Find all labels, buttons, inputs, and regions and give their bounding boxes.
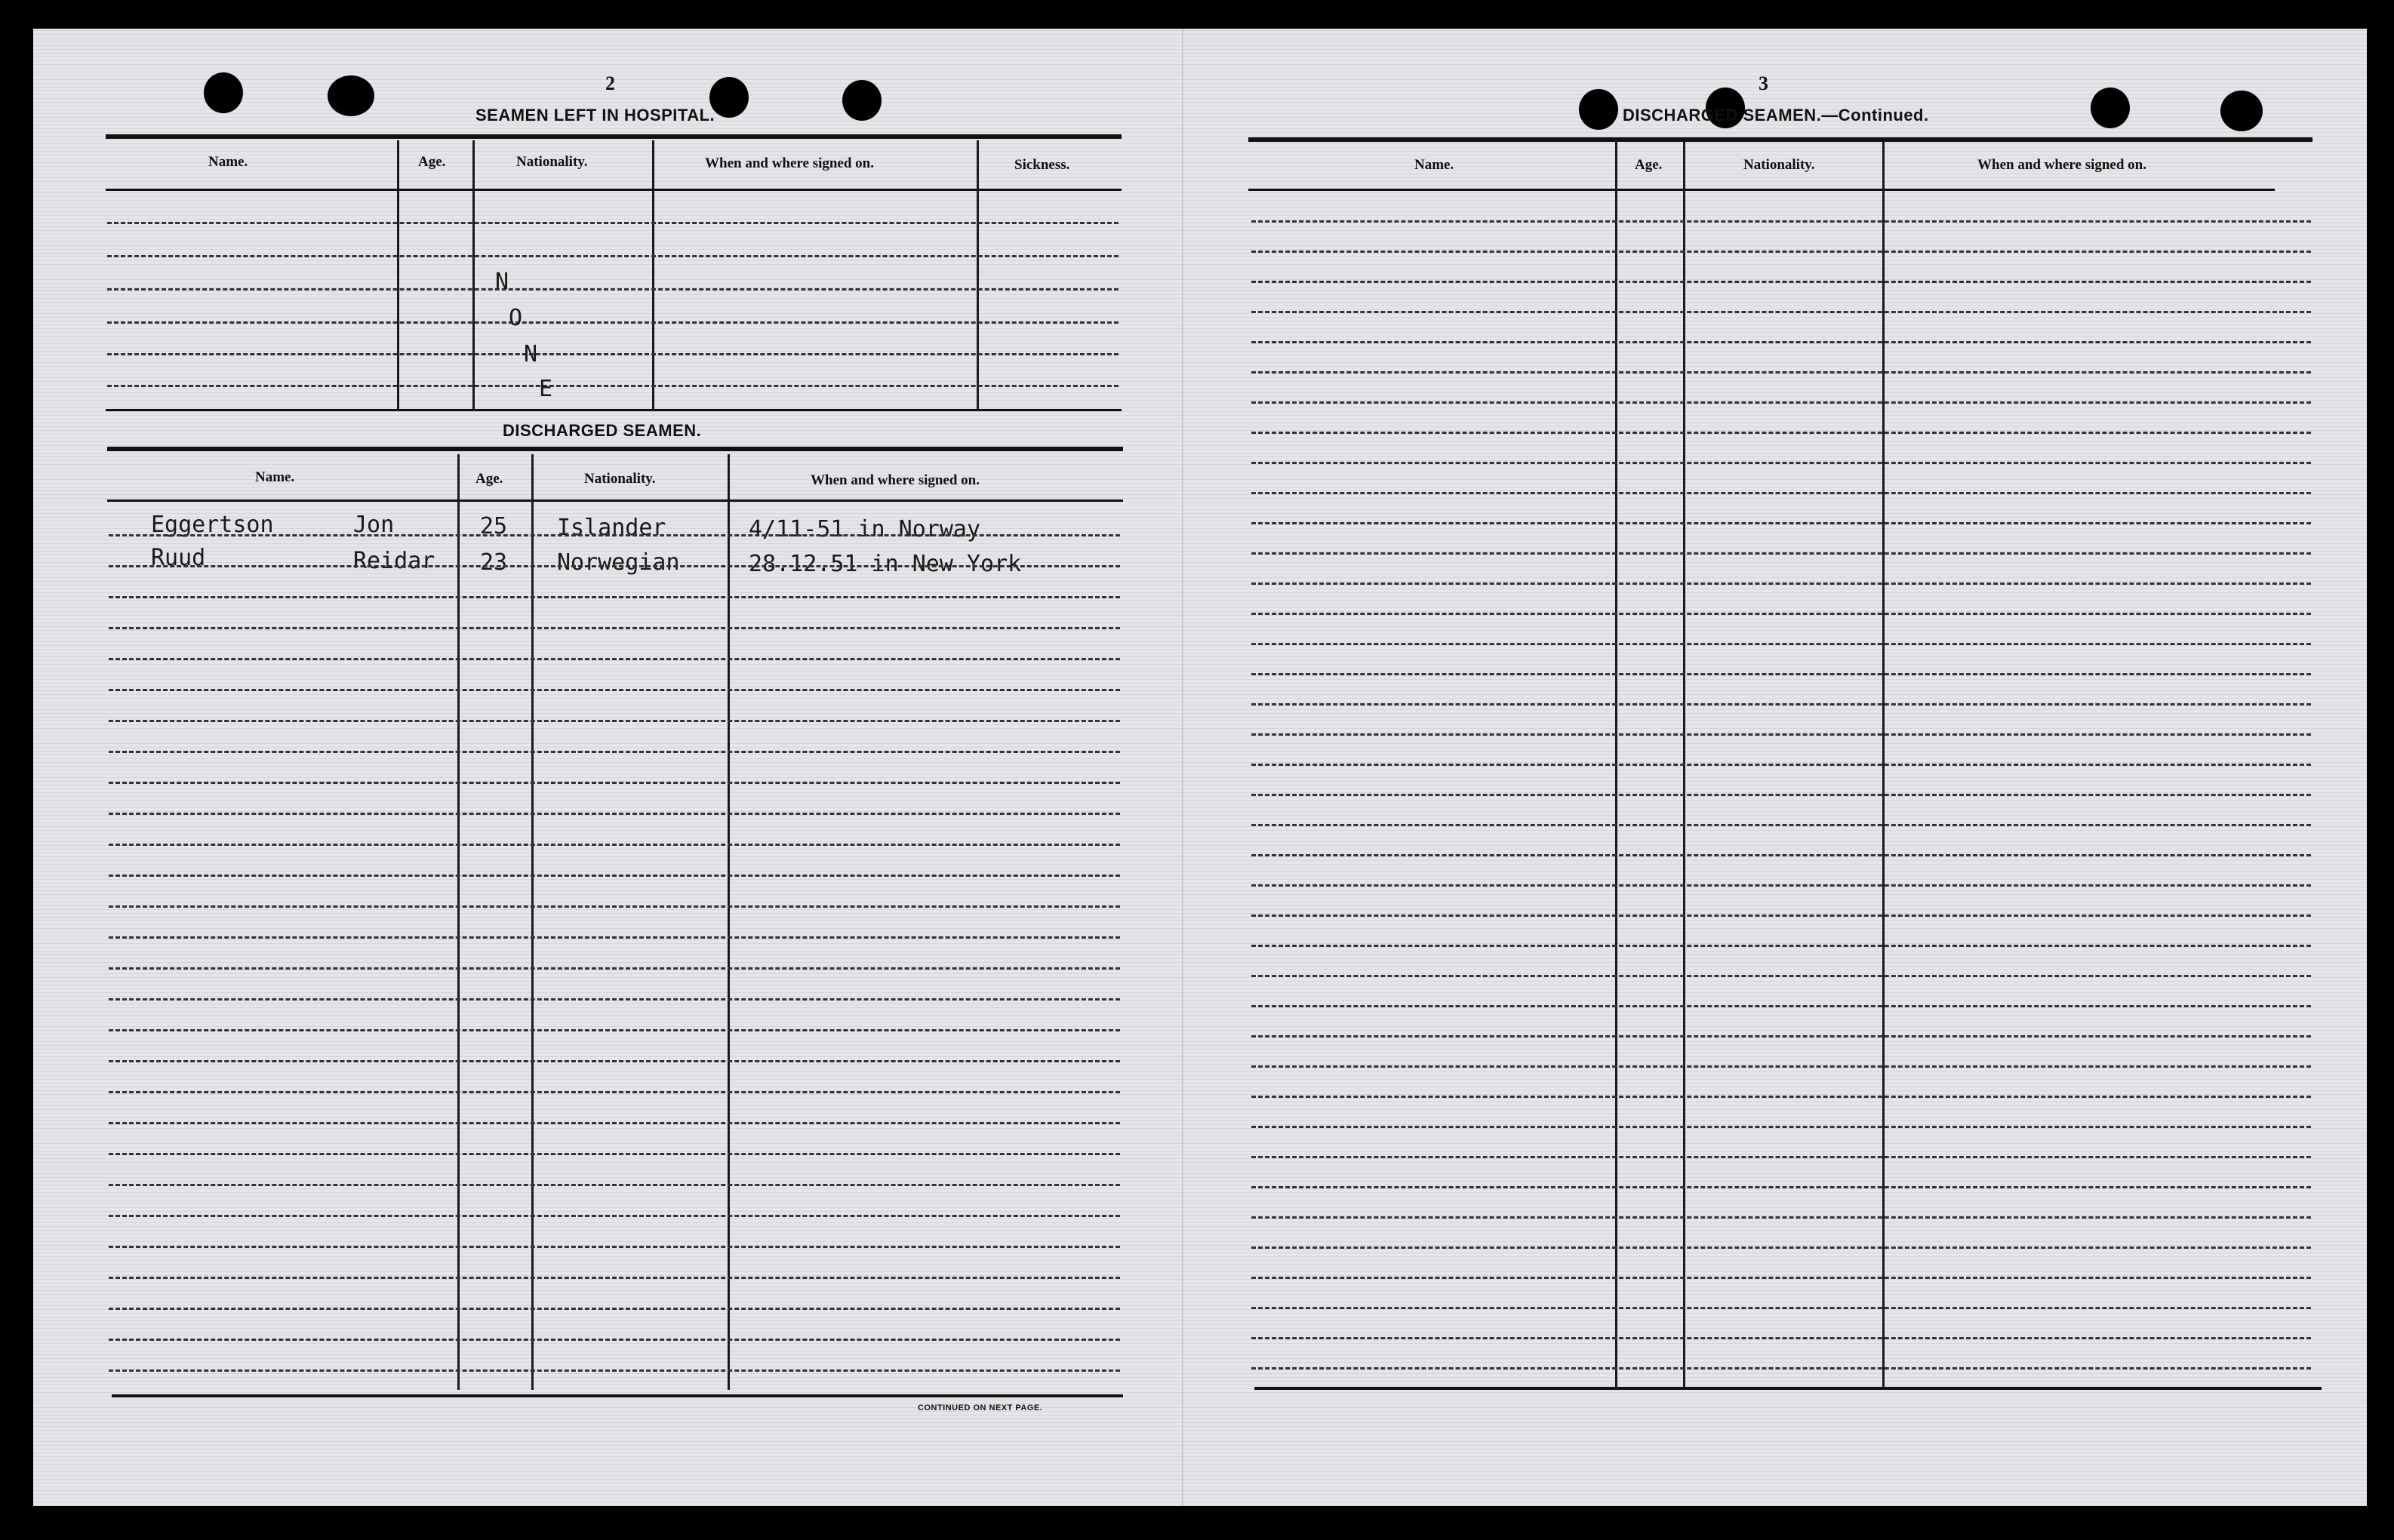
discharged-col-divider	[457, 454, 460, 1390]
ruled-line	[109, 844, 1120, 846]
punch-hole	[709, 77, 749, 118]
ruled-line	[1251, 311, 2311, 313]
discharged-col-divider	[728, 454, 730, 1390]
ruled-line	[1251, 1035, 2311, 1037]
hospital-col-divider	[977, 140, 979, 409]
ruled-line	[1251, 341, 2311, 343]
ruled-line	[109, 813, 1120, 815]
ruled-line	[109, 596, 1120, 598]
ruled-line	[1251, 794, 2311, 796]
hospital-header-name: Name.	[208, 154, 248, 170]
hospital-bottom-rule	[106, 409, 1122, 411]
discharged-col-divider	[531, 454, 534, 1390]
ruled-line	[1251, 1186, 2311, 1188]
page-number-right: 3	[1759, 72, 1768, 94]
ruled-line	[1251, 582, 2311, 585]
hospital-row-line	[107, 321, 1119, 324]
ruled-line	[1251, 1367, 2311, 1369]
seaman-given-name: Jon	[353, 512, 395, 538]
discharged-header-age: Age.	[475, 471, 503, 487]
seaman-age: 23	[480, 549, 508, 576]
ruled-line	[109, 565, 1120, 567]
ruled-line	[109, 751, 1120, 753]
punch-hole	[204, 72, 243, 113]
ruled-line	[109, 1091, 1120, 1093]
discharged-bottom-rule	[112, 1394, 1123, 1397]
ruled-line	[109, 1029, 1120, 1031]
right-header-nationality: Nationality.	[1743, 157, 1815, 173]
page-number-left: 2	[605, 72, 615, 94]
ruled-line	[1251, 824, 2311, 826]
ruled-line	[1251, 1096, 2311, 1098]
hospital-header-rule	[106, 189, 1122, 191]
right-header-rule	[1248, 189, 2275, 191]
ruled-line	[1251, 703, 2311, 705]
none-letter: O	[509, 305, 523, 331]
ruled-line	[1251, 643, 2311, 645]
ruled-line	[109, 1339, 1120, 1341]
ruled-line	[109, 627, 1120, 629]
ruled-line	[109, 1246, 1120, 1248]
ruled-line	[1251, 1307, 2311, 1309]
ruled-line	[109, 689, 1120, 691]
ruled-line	[109, 1060, 1120, 1062]
ruled-line	[1251, 733, 2311, 736]
punch-hole	[842, 80, 882, 121]
ruled-line	[109, 720, 1120, 722]
hospital-header-sickness: Sickness.	[1014, 157, 1070, 173]
hospital-row-line	[107, 385, 1119, 387]
ruled-line	[109, 658, 1120, 660]
ruled-line	[109, 875, 1120, 877]
ruled-line	[1251, 220, 2311, 223]
form-sheet	[33, 29, 2367, 1506]
right-top-rule	[1248, 137, 2312, 142]
seaman-given-name: Reidar	[353, 548, 435, 574]
none-letter: N	[495, 269, 509, 295]
ruled-line	[1251, 945, 2311, 947]
seaman-signed-on: 28.12.51 in New York	[749, 551, 1022, 577]
hospital-top-rule	[106, 134, 1122, 139]
ruled-line	[1251, 854, 2311, 856]
ruled-line	[109, 1308, 1120, 1310]
punch-hole	[1579, 89, 1618, 130]
right-header-signed-on: When and where signed on.	[1977, 157, 2147, 173]
hospital-header-age: Age.	[418, 154, 446, 170]
ruled-line	[1251, 401, 2311, 404]
ruled-line	[1251, 1277, 2311, 1279]
hospital-title: SEAMEN LEFT IN HOSPITAL.	[475, 106, 715, 124]
hospital-header-nationality: Nationality.	[516, 154, 588, 170]
discharged-continued-title: DISCHARGED SEAMEN.—Continued.	[1623, 106, 1929, 124]
discharged-header-signed-on: When and where signed on.	[811, 472, 980, 488]
ruled-line	[1251, 462, 2311, 464]
ruled-line	[109, 1215, 1120, 1217]
ruled-line	[1251, 492, 2311, 494]
seaman-nationality: Norwegian	[557, 549, 680, 576]
ruled-line	[109, 534, 1120, 536]
ruled-line	[1251, 552, 2311, 555]
discharged-title: DISCHARGED SEAMEN.	[503, 421, 702, 440]
discharged-header-name: Name.	[255, 469, 295, 485]
ruled-line	[1251, 673, 2311, 675]
right-header-name: Name.	[1414, 157, 1454, 173]
discharged-header-rule	[107, 500, 1123, 502]
ruled-line	[1251, 1246, 2311, 1249]
ruled-line	[1251, 522, 2311, 524]
discharged-top-rule	[107, 447, 1123, 451]
none-letter: N	[524, 341, 538, 367]
ruled-line	[109, 905, 1120, 908]
ruled-line	[1251, 1216, 2311, 1219]
ruled-line	[109, 1277, 1120, 1279]
seaman-nationality: Islander	[557, 515, 666, 541]
right-header-age: Age.	[1635, 157, 1663, 173]
ruled-line	[1251, 371, 2311, 373]
ruled-line	[1251, 1065, 2311, 1068]
hospital-header-signed-on: When and where signed on.	[705, 155, 875, 171]
punch-hole	[2220, 91, 2263, 131]
hospital-row-line	[107, 222, 1119, 224]
ruled-line	[1251, 432, 2311, 434]
ruled-line	[1251, 1337, 2311, 1339]
ruled-line	[1251, 1005, 2311, 1007]
page-fold	[1182, 29, 1183, 1506]
hospital-col-divider	[652, 140, 654, 409]
punch-hole	[328, 75, 374, 116]
hospital-row-line	[107, 255, 1119, 257]
none-letter: E	[539, 376, 553, 402]
hospital-row-line	[107, 288, 1119, 290]
ruled-line	[1251, 764, 2311, 766]
ruled-line	[1251, 281, 2311, 283]
hospital-col-divider	[397, 140, 399, 409]
ruled-line	[1251, 613, 2311, 615]
ruled-line	[109, 998, 1120, 1001]
ruled-line	[1251, 975, 2311, 977]
ruled-line	[1251, 1156, 2311, 1158]
ruled-line	[1251, 1126, 2311, 1128]
punch-hole	[2091, 88, 2130, 128]
ruled-line	[1251, 914, 2311, 917]
ruled-line	[109, 1184, 1120, 1186]
ruled-line	[1251, 251, 2311, 253]
ruled-line	[109, 1153, 1120, 1155]
right-bottom-rule	[1254, 1387, 2322, 1390]
hospital-row-line	[107, 353, 1119, 355]
ruled-line	[109, 967, 1120, 970]
seaman-surname: Ruud	[151, 545, 206, 571]
ruled-line	[1251, 884, 2311, 887]
seaman-signed-on: 4/11-51 in Norway	[749, 516, 981, 543]
ruled-line	[109, 936, 1120, 939]
continued-note: CONTINUED ON NEXT PAGE.	[918, 1403, 1043, 1412]
discharged-header-nationality: Nationality.	[584, 471, 656, 487]
ruled-line	[109, 1369, 1120, 1372]
seaman-age: 25	[480, 513, 508, 539]
hospital-col-divider	[472, 140, 475, 409]
seaman-surname: Eggertson	[151, 512, 274, 538]
ruled-line	[109, 1122, 1120, 1124]
ruled-line	[109, 782, 1120, 784]
